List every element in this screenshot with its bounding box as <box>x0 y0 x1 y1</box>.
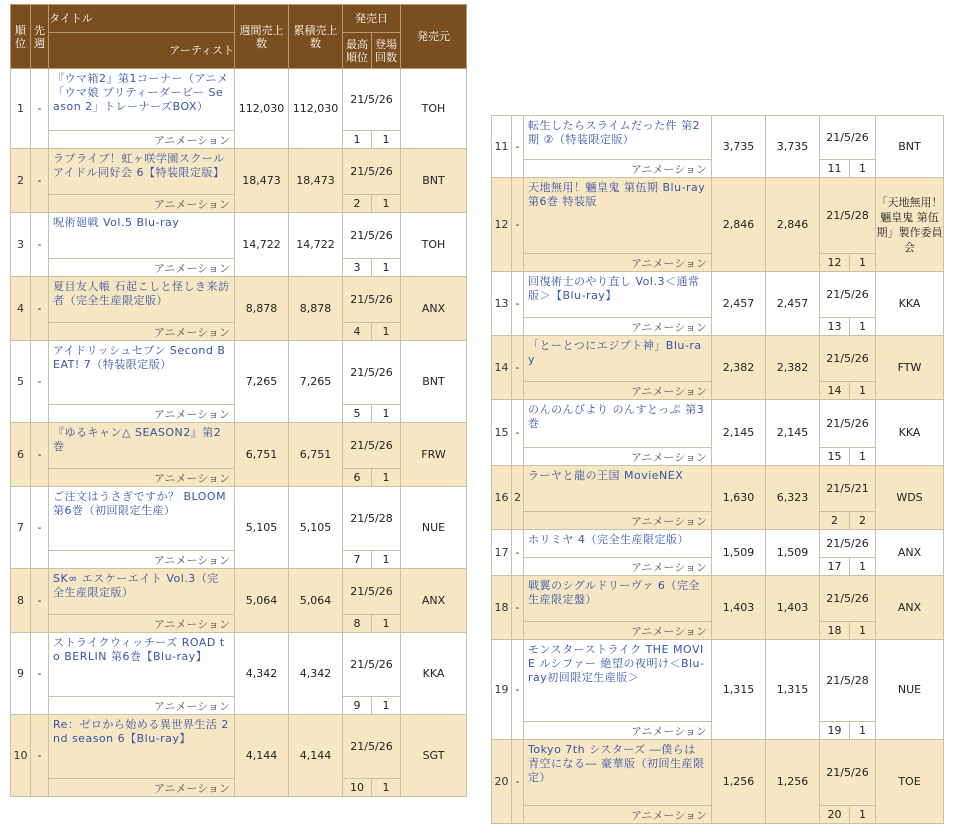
rank-cell: 19 <box>492 640 512 740</box>
title-cell <box>49 487 235 551</box>
total-sales-cell: 2,846 <box>766 178 820 272</box>
release-date-cell: 21/5/26 <box>820 272 876 318</box>
artist-cell: アニメーション <box>524 806 712 824</box>
chart-count-cell: 1 <box>372 469 401 487</box>
artist-cell: アニメーション <box>524 382 712 400</box>
title-cell <box>49 633 235 697</box>
rank-cell: 10 <box>11 715 31 797</box>
label-cell: BNT <box>401 341 467 423</box>
prev-week-cell: - <box>512 116 524 178</box>
table-row <box>11 277 467 323</box>
title-cell <box>49 277 235 323</box>
prev-week-cell: - <box>512 576 524 640</box>
weekly-sales-cell: 5,105 <box>235 487 289 569</box>
weekly-sales-cell: 112,030 <box>235 69 289 149</box>
label-cell: KKA <box>401 633 467 715</box>
chart-count-cell: 1 <box>850 622 876 640</box>
rank-cell: 4 <box>11 277 31 341</box>
release-date-cell: 21/5/26 <box>343 149 401 195</box>
label-cell: BNT <box>401 149 467 213</box>
chart-count-cell: 1 <box>850 160 876 178</box>
release-date-cell: 21/5/28 <box>343 487 401 551</box>
label-cell: WDS <box>876 466 944 530</box>
peak-rank-cell: 18 <box>820 622 850 640</box>
title-cell <box>524 640 712 722</box>
release-date-cell: 21/5/26 <box>820 116 876 160</box>
header-chart-count: 登場回数 <box>372 33 401 69</box>
rank-cell: 11 <box>492 116 512 178</box>
chart-count-cell: 1 <box>372 131 401 149</box>
table-row <box>11 423 467 469</box>
prev-week-cell: - <box>512 530 524 576</box>
total-sales-cell: 5,064 <box>289 569 343 633</box>
total-sales-cell: 2,457 <box>766 272 820 336</box>
label-cell: NUE <box>401 487 467 569</box>
title-cell <box>49 69 235 131</box>
artist-cell: アニメーション <box>524 622 712 640</box>
rank-cell: 15 <box>492 400 512 466</box>
peak-rank-cell: 9 <box>343 697 372 715</box>
label-cell: ANX <box>876 576 944 640</box>
artist-cell: アニメーション <box>49 405 235 423</box>
table-row <box>492 530 944 558</box>
table-row <box>492 400 944 448</box>
label-cell: KKA <box>876 272 944 336</box>
table-row <box>11 69 467 131</box>
weekly-sales-cell: 1,509 <box>712 530 766 576</box>
table-row <box>11 149 467 195</box>
title-cell <box>49 341 235 405</box>
rank-cell: 13 <box>492 272 512 336</box>
peak-rank-cell: 11 <box>820 160 850 178</box>
weekly-sales-cell: 8,878 <box>235 277 289 341</box>
release-date-cell: 21/5/26 <box>343 569 401 615</box>
weekly-sales-cell: 4,144 <box>235 715 289 797</box>
weekly-sales-cell: 1,630 <box>712 466 766 530</box>
release-date-cell: 21/5/26 <box>343 633 401 697</box>
total-sales-cell: 1,509 <box>766 530 820 576</box>
chart-count-cell: 1 <box>850 558 876 576</box>
total-sales-cell: 14,722 <box>289 213 343 277</box>
rank-cell: 3 <box>11 213 31 277</box>
weekly-sales-cell: 7,265 <box>235 341 289 423</box>
prev-week-cell: - <box>31 341 49 423</box>
peak-rank-cell: 1 <box>343 131 372 149</box>
artist-cell: アニメーション <box>524 558 712 576</box>
weekly-sales-cell: 2,382 <box>712 336 766 400</box>
table-row <box>492 640 944 722</box>
peak-rank-cell: 5 <box>343 405 372 423</box>
chart-count-cell: 1 <box>372 195 401 213</box>
chart-count-cell: 1 <box>372 405 401 423</box>
header-total-sales: 累積売上数 <box>289 5 343 69</box>
peak-rank-cell: 17 <box>820 558 850 576</box>
ranking-rows-right <box>492 116 944 824</box>
label-cell: ANX <box>876 530 944 576</box>
title-cell <box>524 466 712 512</box>
title-cell <box>524 400 712 448</box>
table-row <box>11 633 467 697</box>
prev-week-cell: - <box>31 149 49 213</box>
chart-count-cell: 1 <box>372 697 401 715</box>
release-date-cell: 21/5/26 <box>343 277 401 323</box>
title-link[interactable]: 戦翼のシグルドリーヴァ 6（完全生産限定盤） <box>528 579 700 606</box>
release-date-cell: 21/5/26 <box>820 576 876 622</box>
peak-rank-cell: 19 <box>820 722 850 740</box>
title-cell <box>524 336 712 382</box>
total-sales-cell: 8,878 <box>289 277 343 341</box>
total-sales-cell: 2,145 <box>766 400 820 466</box>
prev-week-cell: - <box>31 277 49 341</box>
title-link[interactable]: 回復術士のやり直し Vol.3＜通常版＞【Blu-ray】 <box>528 275 700 302</box>
label-cell: KKA <box>876 400 944 466</box>
header-label: 発売元 <box>401 5 467 69</box>
total-sales-cell: 1,403 <box>766 576 820 640</box>
chart-count-cell: 1 <box>372 259 401 277</box>
rank-cell: 5 <box>11 341 31 423</box>
header-prev-week: 先週 <box>31 5 49 69</box>
weekly-sales-cell: 1,403 <box>712 576 766 640</box>
prev-week-cell: - <box>31 487 49 569</box>
artist-cell: アニメーション <box>524 512 712 530</box>
prev-week-cell: - <box>512 178 524 272</box>
table-row <box>492 178 944 254</box>
weekly-sales-cell: 4,342 <box>235 633 289 715</box>
title-cell <box>49 715 235 779</box>
header-artist: アーティスト <box>49 33 235 69</box>
table-row <box>492 466 944 512</box>
weekly-sales-cell: 1,256 <box>712 740 766 824</box>
prev-week-cell: - <box>31 633 49 715</box>
weekly-sales-cell: 18,473 <box>235 149 289 213</box>
artist-cell: アニメーション <box>49 697 235 715</box>
prev-week-cell: - <box>31 715 49 797</box>
release-date-cell: 21/5/26 <box>343 213 401 259</box>
title-cell <box>49 569 235 615</box>
title-link[interactable]: 転生したらスライムだった件 第2期 ②（特装限定版） <box>528 119 701 146</box>
total-sales-cell: 3,735 <box>766 116 820 178</box>
artist-cell: アニメーション <box>49 323 235 341</box>
total-sales-cell: 2,382 <box>766 336 820 400</box>
peak-rank-cell: 3 <box>343 259 372 277</box>
ranking-table-left <box>10 4 467 797</box>
title-link[interactable]: ホリミヤ 4（完全生産限定版） <box>528 533 689 546</box>
label-cell: ANX <box>401 277 467 341</box>
chart-count-cell: 1 <box>372 615 401 633</box>
table-row <box>11 487 467 551</box>
rank-cell: 9 <box>11 633 31 715</box>
release-date-cell: 21/5/28 <box>820 640 876 722</box>
prev-week-cell: - <box>31 569 49 633</box>
release-date-cell: 21/5/26 <box>343 715 401 779</box>
table-row <box>492 116 944 160</box>
prev-week-cell: - <box>512 272 524 336</box>
artist-cell: アニメーション <box>49 195 235 213</box>
total-sales-cell: 18,473 <box>289 149 343 213</box>
title-cell <box>524 116 712 160</box>
rank-cell: 6 <box>11 423 31 487</box>
ranking-table-right <box>491 115 944 824</box>
rank-cell: 8 <box>11 569 31 633</box>
prev-week-cell: - <box>31 213 49 277</box>
total-sales-cell: 5,105 <box>289 487 343 569</box>
peak-rank-cell: 7 <box>343 551 372 569</box>
release-date-cell: 21/5/26 <box>343 423 401 469</box>
label-cell: FRW <box>401 423 467 487</box>
chart-count-cell: 1 <box>372 551 401 569</box>
chart-count-cell: 1 <box>850 806 876 824</box>
label-cell: TOE <box>876 740 944 824</box>
weekly-sales-cell: 3,735 <box>712 116 766 178</box>
prev-week-cell: - <box>512 740 524 824</box>
prev-week-cell: - <box>512 336 524 400</box>
rank-cell: 2 <box>11 149 31 213</box>
artist-cell: アニメーション <box>49 779 235 797</box>
total-sales-cell: 7,265 <box>289 341 343 423</box>
release-date-cell: 21/5/26 <box>343 69 401 131</box>
artist-cell: アニメーション <box>49 551 235 569</box>
release-date-cell: 21/5/26 <box>343 341 401 405</box>
rank-cell: 1 <box>11 69 31 149</box>
rank-cell: 14 <box>492 336 512 400</box>
weekly-sales-cell: 2,145 <box>712 400 766 466</box>
title-link[interactable]: Re：ゼロから始める異世界生活 2nd season 6【Blu-ray】 <box>53 718 229 745</box>
peak-rank-cell: 6 <box>343 469 372 487</box>
artist-cell: アニメーション <box>524 722 712 740</box>
chart-count-cell: 1 <box>372 779 401 797</box>
table-row <box>11 341 467 405</box>
total-sales-cell: 4,342 <box>289 633 343 715</box>
chart-count-cell: 1 <box>372 323 401 341</box>
peak-rank-cell: 10 <box>343 779 372 797</box>
title-link[interactable]: 夏目友人帳 石起こしと怪しき来訪者（完全生産限定版） <box>53 280 230 307</box>
artist-cell: アニメーション <box>49 259 235 277</box>
total-sales-cell: 6,751 <box>289 423 343 487</box>
prev-week-cell: - <box>31 69 49 149</box>
header-peak-rank: 最高順位 <box>343 33 372 69</box>
table-row <box>11 213 467 259</box>
rank-cell: 20 <box>492 740 512 824</box>
label-cell: ANX <box>401 569 467 633</box>
table-row <box>492 740 944 806</box>
peak-rank-cell: 12 <box>820 254 850 272</box>
rank-cell: 7 <box>11 487 31 569</box>
header-release-date: 発売日 <box>343 5 401 33</box>
label-cell: TOH <box>401 213 467 277</box>
title-cell <box>524 740 712 806</box>
artist-cell: アニメーション <box>524 448 712 466</box>
title-link[interactable]: 『ウマ箱2』第1コーナー（アニメ「ウマ娘 プリティーダービー Season 2」トレーナーズBOX） <box>53 72 229 113</box>
table-row <box>492 272 944 318</box>
artist-cell: アニメーション <box>524 160 712 178</box>
title-link[interactable]: 『ゆるキャン△ SEASON2』第2巻 <box>53 426 222 453</box>
rank-cell: 16 <box>492 466 512 530</box>
peak-rank-cell: 2 <box>343 195 372 213</box>
ranking-rows-left <box>11 69 467 797</box>
title-link[interactable]: のんのんびより のんすとっぷ 第3巻 <box>528 403 705 430</box>
release-date-cell: 21/5/28 <box>820 178 876 254</box>
title-cell <box>49 149 235 195</box>
title-link[interactable]: ラブライブ！虹ヶ咲学園スクールアイドル同好会 6【特装限定版】 <box>53 152 225 179</box>
title-cell <box>524 530 712 558</box>
chart-count-cell: 1 <box>850 722 876 740</box>
weekly-sales-cell: 2,457 <box>712 272 766 336</box>
title-cell <box>524 178 712 254</box>
artist-cell: アニメーション <box>524 318 712 336</box>
weekly-sales-cell: 6,751 <box>235 423 289 487</box>
label-cell: FTW <box>876 336 944 400</box>
chart-count-cell: 2 <box>850 512 876 530</box>
label-cell: BNT <box>876 116 944 178</box>
title-link[interactable]: アイドリッシュセブン Second BEAT! 7（特装限定版） <box>53 344 226 371</box>
label-cell: SGT <box>401 715 467 797</box>
title-cell <box>524 576 712 622</box>
total-sales-cell: 4,144 <box>289 715 343 797</box>
title-link[interactable]: ご注文はうさぎですか？ BLOOM 第6巻（初回限定生産） <box>53 490 227 517</box>
chart-count-cell: 1 <box>850 254 876 272</box>
table-row <box>11 715 467 779</box>
label-cell: NUE <box>876 640 944 740</box>
chart-count-cell: 1 <box>850 382 876 400</box>
chart-count-cell: 1 <box>850 448 876 466</box>
total-sales-cell: 1,256 <box>766 740 820 824</box>
header-title: タイトル <box>49 5 235 33</box>
total-sales-cell: 6,323 <box>766 466 820 530</box>
prev-week-cell: - <box>512 400 524 466</box>
peak-rank-cell: 14 <box>820 382 850 400</box>
artist-cell: アニメーション <box>524 254 712 272</box>
table-row <box>11 569 467 615</box>
rank-cell: 17 <box>492 530 512 576</box>
label-cell: TOH <box>401 69 467 149</box>
title-cell <box>524 272 712 318</box>
prev-week-cell: - <box>31 423 49 487</box>
weekly-sales-cell: 2,846 <box>712 178 766 272</box>
peak-rank-cell: 8 <box>343 615 372 633</box>
peak-rank-cell: 20 <box>820 806 850 824</box>
title-cell <box>49 423 235 469</box>
header-weekly-sales: 週間売上数 <box>235 5 289 69</box>
release-date-cell: 21/5/26 <box>820 530 876 558</box>
weekly-sales-cell: 1,315 <box>712 640 766 740</box>
table-row <box>492 336 944 382</box>
peak-rank-cell: 15 <box>820 448 850 466</box>
title-link[interactable]: モンスターストライク THE MOVIE ルシファー 絶望の夜明け＜Blu-ray初回限定生産版＞ <box>528 643 705 684</box>
release-date-cell: 21/5/21 <box>820 466 876 512</box>
artist-cell: アニメーション <box>49 469 235 487</box>
release-date-cell: 21/5/26 <box>820 336 876 382</box>
prev-week-cell: - <box>512 640 524 740</box>
title-link[interactable]: Tokyo 7th シスターズ ―僕らは青空になる― 豪華版（初回生産限定） <box>528 743 705 784</box>
artist-cell: アニメーション <box>49 131 235 149</box>
peak-rank-cell: 2 <box>820 512 850 530</box>
peak-rank-cell: 13 <box>820 318 850 336</box>
title-link[interactable]: 「とーとつにエジプト神」Blu-ray <box>528 339 702 366</box>
title-link[interactable]: 天地無用！魎皇鬼 第伍期 Blu-ray第6巻 特装版 <box>528 181 706 208</box>
title-link[interactable]: 呪術廻戦 Vol.5 Blu-ray <box>53 216 180 229</box>
label-cell: 「天地無用！魎皇鬼 第伍期」製作委員会 <box>876 178 944 272</box>
total-sales-cell: 1,315 <box>766 640 820 740</box>
title-cell <box>49 213 235 259</box>
prev-week-cell: 2 <box>512 466 524 530</box>
header-rank: 順位 <box>11 5 31 69</box>
table-row <box>492 576 944 622</box>
release-date-cell: 21/5/26 <box>820 400 876 448</box>
title-link[interactable]: SK∞ エスケーエイト Vol.3（完全生産限定版） <box>53 572 219 599</box>
chart-count-cell: 1 <box>850 318 876 336</box>
rank-cell: 18 <box>492 576 512 640</box>
title-link[interactable]: ラーヤと龍の王国 MovieNEX <box>528 469 684 482</box>
title-link[interactable]: ストライクウィッチーズ ROAD to BERLIN 第6巻【Blu-ray】 <box>53 636 225 663</box>
rank-cell: 12 <box>492 178 512 272</box>
total-sales-cell: 112,030 <box>289 69 343 149</box>
weekly-sales-cell: 5,064 <box>235 569 289 633</box>
weekly-sales-cell: 14,722 <box>235 213 289 277</box>
artist-cell: アニメーション <box>49 615 235 633</box>
release-date-cell: 21/5/26 <box>820 740 876 806</box>
peak-rank-cell: 4 <box>343 323 372 341</box>
